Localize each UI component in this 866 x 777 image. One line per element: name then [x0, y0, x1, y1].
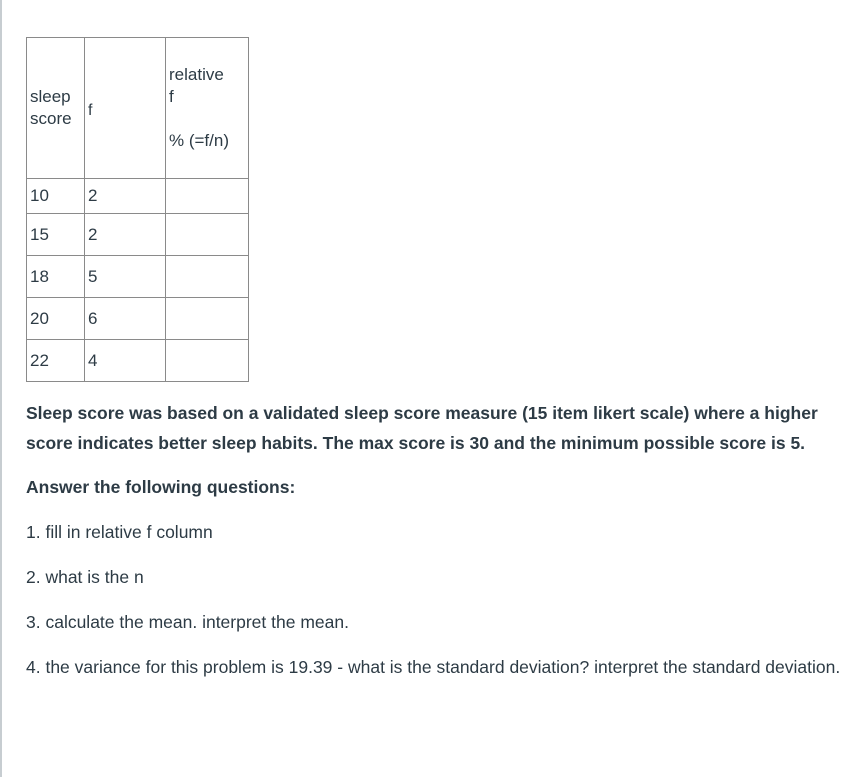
header-sleep-score-line1: sleep	[30, 87, 71, 106]
cell-relative[interactable]	[166, 179, 249, 214]
cell-f: 2	[85, 214, 166, 256]
cell-relative[interactable]	[166, 340, 249, 382]
cell-f: 4	[85, 340, 166, 382]
cell-score: 18	[27, 256, 85, 298]
table-row	[27, 179, 249, 214]
cell-relative[interactable]	[166, 298, 249, 340]
header-relative-line1: relative	[169, 65, 224, 84]
cell-score: 20	[27, 298, 85, 340]
cell-relative[interactable]	[166, 256, 249, 298]
header-sleep-score-line2: score	[30, 109, 72, 128]
question-4: 4. the variance for this problem is 19.39 - what is the standard deviation? interpret the standard deviation.	[26, 657, 841, 677]
cell-f: 5	[85, 256, 166, 298]
question-3: 3. calculate the mean. interpret the mean.	[26, 612, 349, 632]
intro-paragraph: Sleep score was based on a validated sleep score measure (15 item likert scale) where a higher score indicates better sleep habits. The max score is 30 and the minimum possible score is 5.	[26, 403, 818, 453]
cell-relative[interactable]	[166, 214, 249, 256]
header-f	[85, 38, 166, 179]
table-row	[27, 256, 249, 298]
header-f-label: f	[88, 102, 93, 119]
header-relative-line2: f	[169, 87, 174, 106]
question-1: 1. fill in relative f column	[26, 522, 213, 542]
document-body	[26, 37, 846, 682]
cell-score: 15	[27, 214, 85, 256]
frequency-table	[26, 37, 249, 382]
header-relative-line3: % (=f/n)	[169, 131, 229, 150]
table-row	[27, 298, 249, 340]
cell-score: 22	[27, 340, 85, 382]
answer-heading: Answer the following questions:	[26, 477, 296, 497]
question-2: 2. what is the n	[26, 567, 144, 587]
table-row	[27, 214, 249, 256]
left-border	[0, 0, 2, 777]
cell-f: 2	[85, 179, 166, 214]
table-row	[27, 340, 249, 382]
header-relative-f	[166, 38, 249, 179]
cell-score: 10	[27, 179, 85, 214]
table-header-row	[27, 38, 249, 179]
header-sleep-score	[27, 38, 85, 179]
cell-f: 6	[85, 298, 166, 340]
